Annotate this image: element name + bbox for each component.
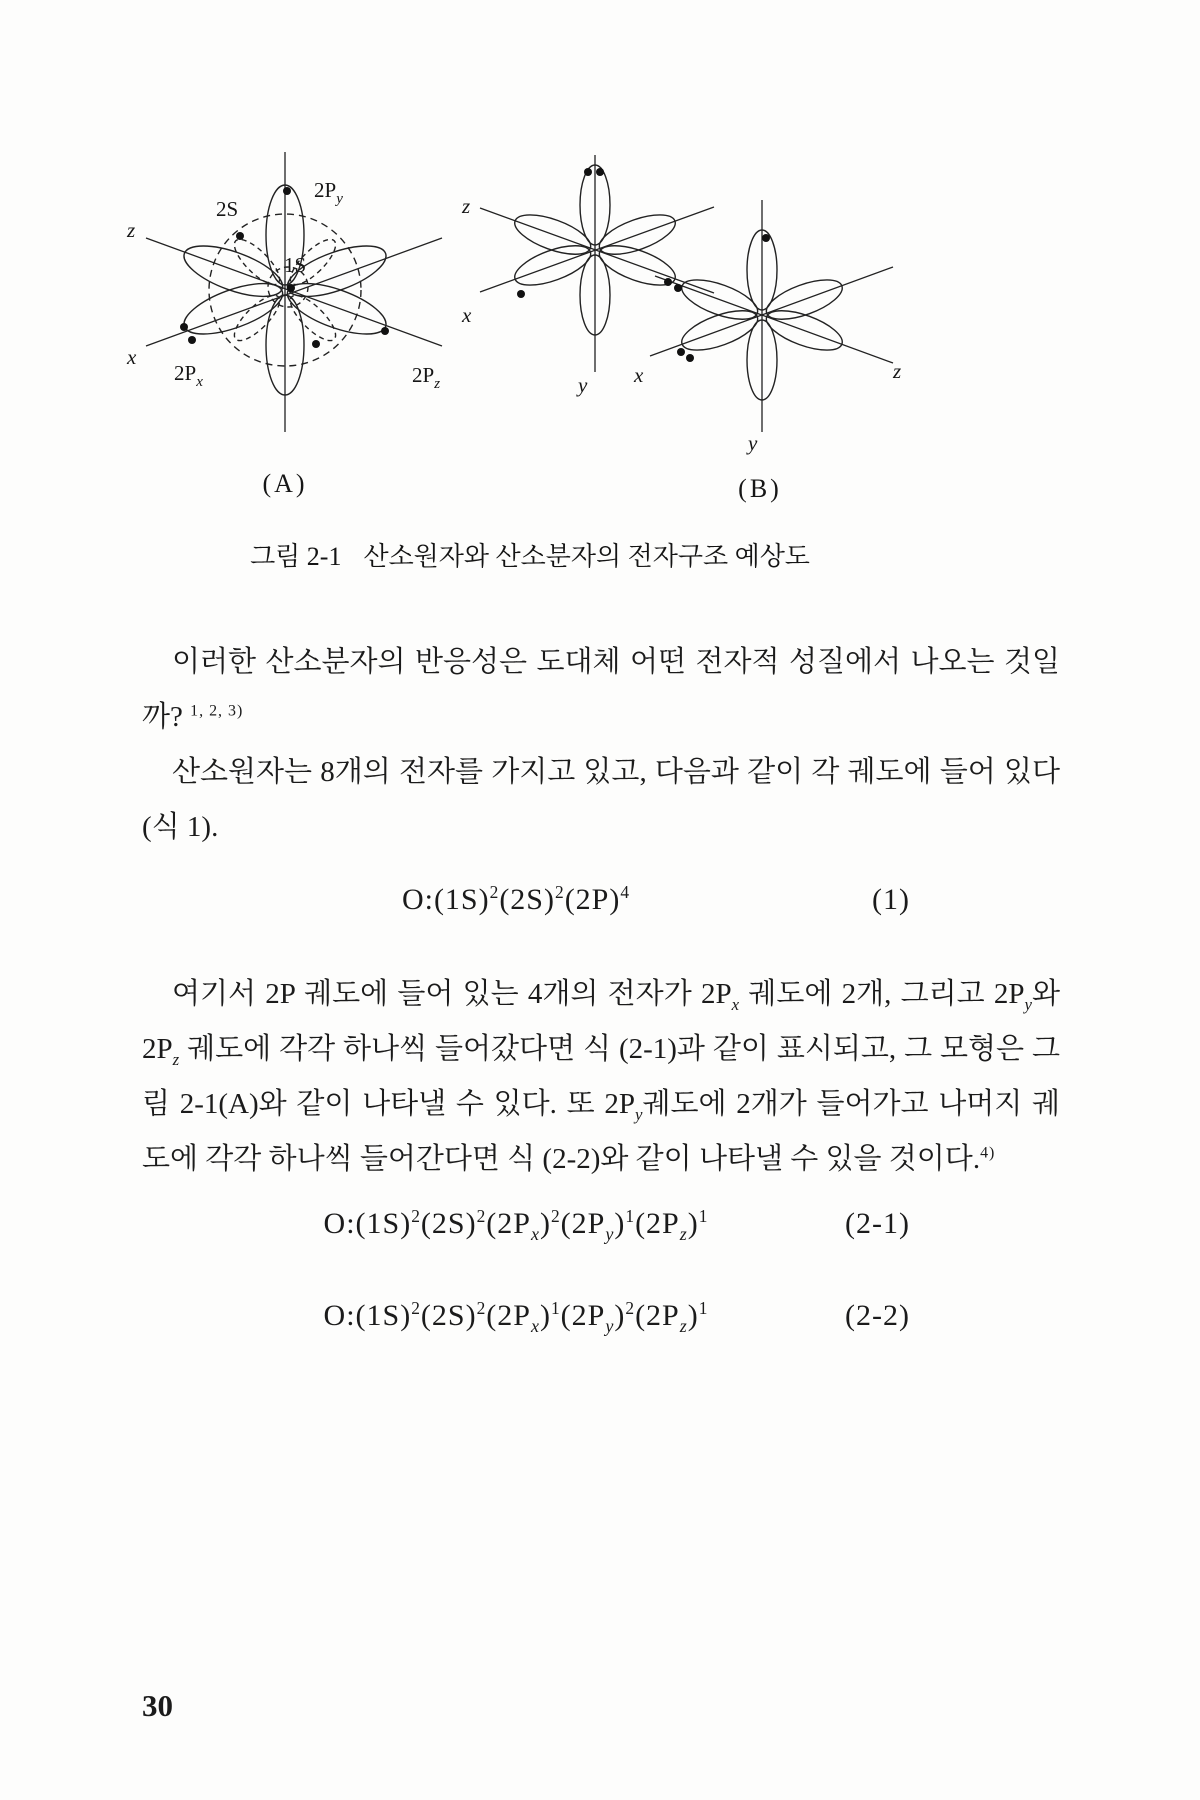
electron-dot: [180, 323, 188, 331]
label-2pz: [412, 363, 440, 392]
electron-dots: [180, 168, 770, 362]
label-2p-prefix: 2P: [174, 361, 197, 385]
label-sub-x: x: [196, 374, 203, 390]
paragraph-1: 이러한 산소분자의 반응성은 도대체 어떤 전자적 성질에서 나오는 것일까? $^{1, 2, 3)}$: [142, 646, 1060, 733]
equation-2-1-body: $O:(1S)^2(2S)^2(2P_x)^2(2P_y)^1(2P_z)^1$: [323, 1206, 709, 1244]
equation-1-body: $O:(1S)^2(2S)^2(2P)^4$: [401, 882, 631, 916]
label-2px: [174, 361, 203, 390]
b-right-axis-y-label: y: [748, 431, 758, 455]
orbital-diagram-b: [480, 155, 893, 432]
label-2py: [314, 178, 343, 207]
b-left-axis-y-label: y: [578, 373, 588, 397]
electron-dot: [686, 354, 694, 362]
label-2s: 2S: [216, 197, 239, 221]
electron-dot: [677, 348, 685, 356]
electron-dot: [664, 278, 672, 286]
equation-1-number: (1): [872, 883, 910, 916]
electron-dot: [236, 232, 244, 240]
equation-2-2-number: (2-2): [845, 1299, 910, 1332]
a-axis-z-label: z: [127, 218, 136, 242]
figure-caption-text: 산소원자와 산소분자의 전자구조 예상도: [363, 542, 810, 571]
b-right-axis-x-label: x: [634, 363, 644, 387]
figure-caption-number: 그림 2-1: [250, 542, 342, 571]
electron-dot: [596, 168, 604, 176]
diagram-b-label: (B): [738, 474, 782, 503]
electron-dot: [381, 327, 389, 335]
electron-dot: [283, 187, 291, 195]
figure-2-1: [100, 140, 980, 510]
label-1s: 1S: [284, 253, 307, 277]
equation-2-1-number: (2-1): [845, 1207, 910, 1240]
a-inner-dashed-lobe: [228, 233, 286, 291]
label-sub-y: y: [336, 191, 343, 207]
paragraph-3: 여기서 2P 궤도에 들어 있는 4개의 전자가 $2P_x$ 궤도에 2개, 그리고 $2P_y$와 $2P_z$ 궤도에 각각 하나씩 들어갔다면 식 (2-1)과 같이 표시되고, 그 모형은 그림 2-1(A)와 같이 나타낼 수 있다. 또 $2P_y$궤도에 2개가 들어가고 나머지 궤도에 각각 하나씩 들어간다면 식 (2-2)와 같이 나타낼 수 있을 것이다.$^{4)}$: [142, 978, 1060, 1175]
electron-dot: [674, 284, 682, 292]
figure-caption: [0, 536, 1060, 573]
a-inner-dashed-lobe: [284, 289, 342, 347]
body-text: [142, 635, 1060, 1339]
label-sub-z: z: [434, 376, 441, 392]
a-axis-x-label: x: [127, 345, 137, 369]
label-2p-prefix: 2P: [314, 178, 337, 202]
electron-dot: [287, 284, 295, 292]
b-left-axis-x-label: x: [462, 303, 472, 327]
b-right-axis-z-label: z: [893, 359, 902, 383]
b-left-axis-z-label: z: [462, 194, 471, 218]
electron-dot: [312, 340, 320, 348]
diagram-a-label: (A): [262, 469, 308, 498]
paragraph-2: 산소원자는 8개의 전자를 가지고 있고, 다음과 같이 각 궤도에 들어 있다(식 1).: [142, 756, 1060, 843]
electron-dot: [762, 234, 770, 242]
b-right-axis-x-line: [650, 267, 893, 356]
equation-2-2: [142, 1293, 1060, 1339]
page-number: 30: [142, 1688, 173, 1723]
equation-1: [142, 877, 1060, 923]
equation-2-2-body: $O:(1S)^2(2S)^2(2P_x)^1(2P_y)^2(2P_z)^1$: [323, 1298, 709, 1336]
electron-dot: [188, 336, 196, 344]
label-2p-prefix: 2P: [412, 363, 435, 387]
electron-dot: [584, 168, 592, 176]
electron-dot: [517, 290, 525, 298]
equation-2-1: [142, 1201, 1060, 1247]
orbital-diagram-a: [146, 152, 442, 432]
